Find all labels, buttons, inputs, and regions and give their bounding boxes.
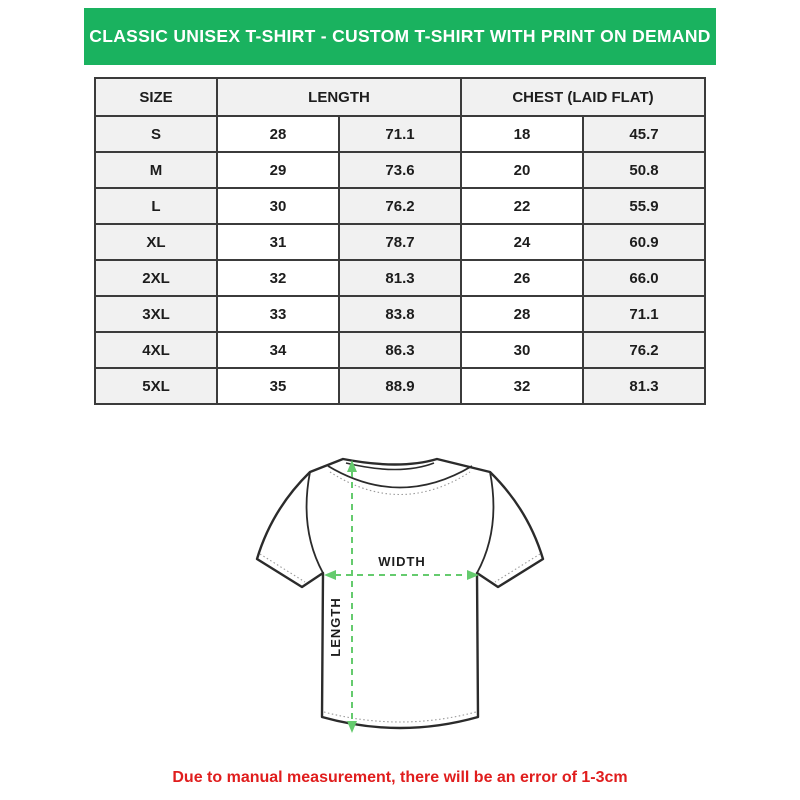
size-cell: 5XL bbox=[95, 368, 217, 404]
size-cell: 2XL bbox=[95, 260, 217, 296]
banner-title: CLASSIC UNISEX T-SHIRT - CUSTOM T-SHIRT WITH PRINT ON DEMAND bbox=[89, 26, 711, 46]
length-in-cell: 35 bbox=[217, 368, 339, 404]
length-cm-cell: 83.8 bbox=[339, 296, 461, 332]
header-size: SIZE bbox=[95, 78, 217, 116]
chest-cm-cell: 76.2 bbox=[583, 332, 705, 368]
table-row bbox=[95, 224, 705, 260]
table-row bbox=[95, 296, 705, 332]
table-row bbox=[95, 332, 705, 368]
chest-in-cell: 22 bbox=[461, 188, 583, 224]
length-in-cell: 29 bbox=[217, 152, 339, 188]
table-row bbox=[95, 152, 705, 188]
chest-cm-cell: 71.1 bbox=[583, 296, 705, 332]
length-cm-cell: 71.1 bbox=[339, 116, 461, 152]
chest-in-cell: 28 bbox=[461, 296, 583, 332]
size-cell: L bbox=[95, 188, 217, 224]
chest-cm-cell: 60.9 bbox=[583, 224, 705, 260]
size-cell: XL bbox=[95, 224, 217, 260]
tshirt-svg bbox=[240, 445, 560, 755]
tshirt-outline bbox=[257, 459, 543, 728]
size-cell: 4XL bbox=[95, 332, 217, 368]
chest-in-cell: 24 bbox=[461, 224, 583, 260]
size-cell: M bbox=[95, 152, 217, 188]
chest-cm-cell: 81.3 bbox=[583, 368, 705, 404]
size-table bbox=[94, 77, 706, 405]
length-in-cell: 30 bbox=[217, 188, 339, 224]
table-row bbox=[95, 260, 705, 296]
header-chest: CHEST (LAID FLAT) bbox=[461, 78, 705, 116]
banner bbox=[84, 8, 716, 65]
tshirt-diagram bbox=[240, 445, 560, 755]
chest-cm-cell: 50.8 bbox=[583, 152, 705, 188]
length-in-cell: 34 bbox=[217, 332, 339, 368]
width-label: WIDTH bbox=[378, 554, 426, 569]
table-header-row bbox=[95, 78, 705, 116]
length-cm-cell: 78.7 bbox=[339, 224, 461, 260]
chest-in-cell: 26 bbox=[461, 260, 583, 296]
length-cm-cell: 88.9 bbox=[339, 368, 461, 404]
length-in-cell: 28 bbox=[217, 116, 339, 152]
table-row bbox=[95, 368, 705, 404]
chest-cm-cell: 45.7 bbox=[583, 116, 705, 152]
measurement-note: Due to manual measurement, there will be an error of 1-3cm bbox=[172, 769, 628, 786]
chest-in-cell: 32 bbox=[461, 368, 583, 404]
table-row bbox=[95, 188, 705, 224]
chest-cm-cell: 66.0 bbox=[583, 260, 705, 296]
chest-cm-cell: 55.9 bbox=[583, 188, 705, 224]
header-length: LENGTH bbox=[217, 78, 461, 116]
length-cm-cell: 86.3 bbox=[339, 332, 461, 368]
length-cm-cell: 73.6 bbox=[339, 152, 461, 188]
length-in-cell: 31 bbox=[217, 224, 339, 260]
chest-in-cell: 18 bbox=[461, 116, 583, 152]
chest-in-cell: 30 bbox=[461, 332, 583, 368]
length-in-cell: 32 bbox=[217, 260, 339, 296]
chest-in-cell: 20 bbox=[461, 152, 583, 188]
size-cell: 3XL bbox=[95, 296, 217, 332]
table-row bbox=[95, 116, 705, 152]
length-cm-cell: 81.3 bbox=[339, 260, 461, 296]
length-cm-cell: 76.2 bbox=[339, 188, 461, 224]
length-label: LENGTH bbox=[328, 597, 343, 657]
size-chart-page bbox=[0, 8, 800, 800]
size-cell: S bbox=[95, 116, 217, 152]
length-in-cell: 33 bbox=[217, 296, 339, 332]
